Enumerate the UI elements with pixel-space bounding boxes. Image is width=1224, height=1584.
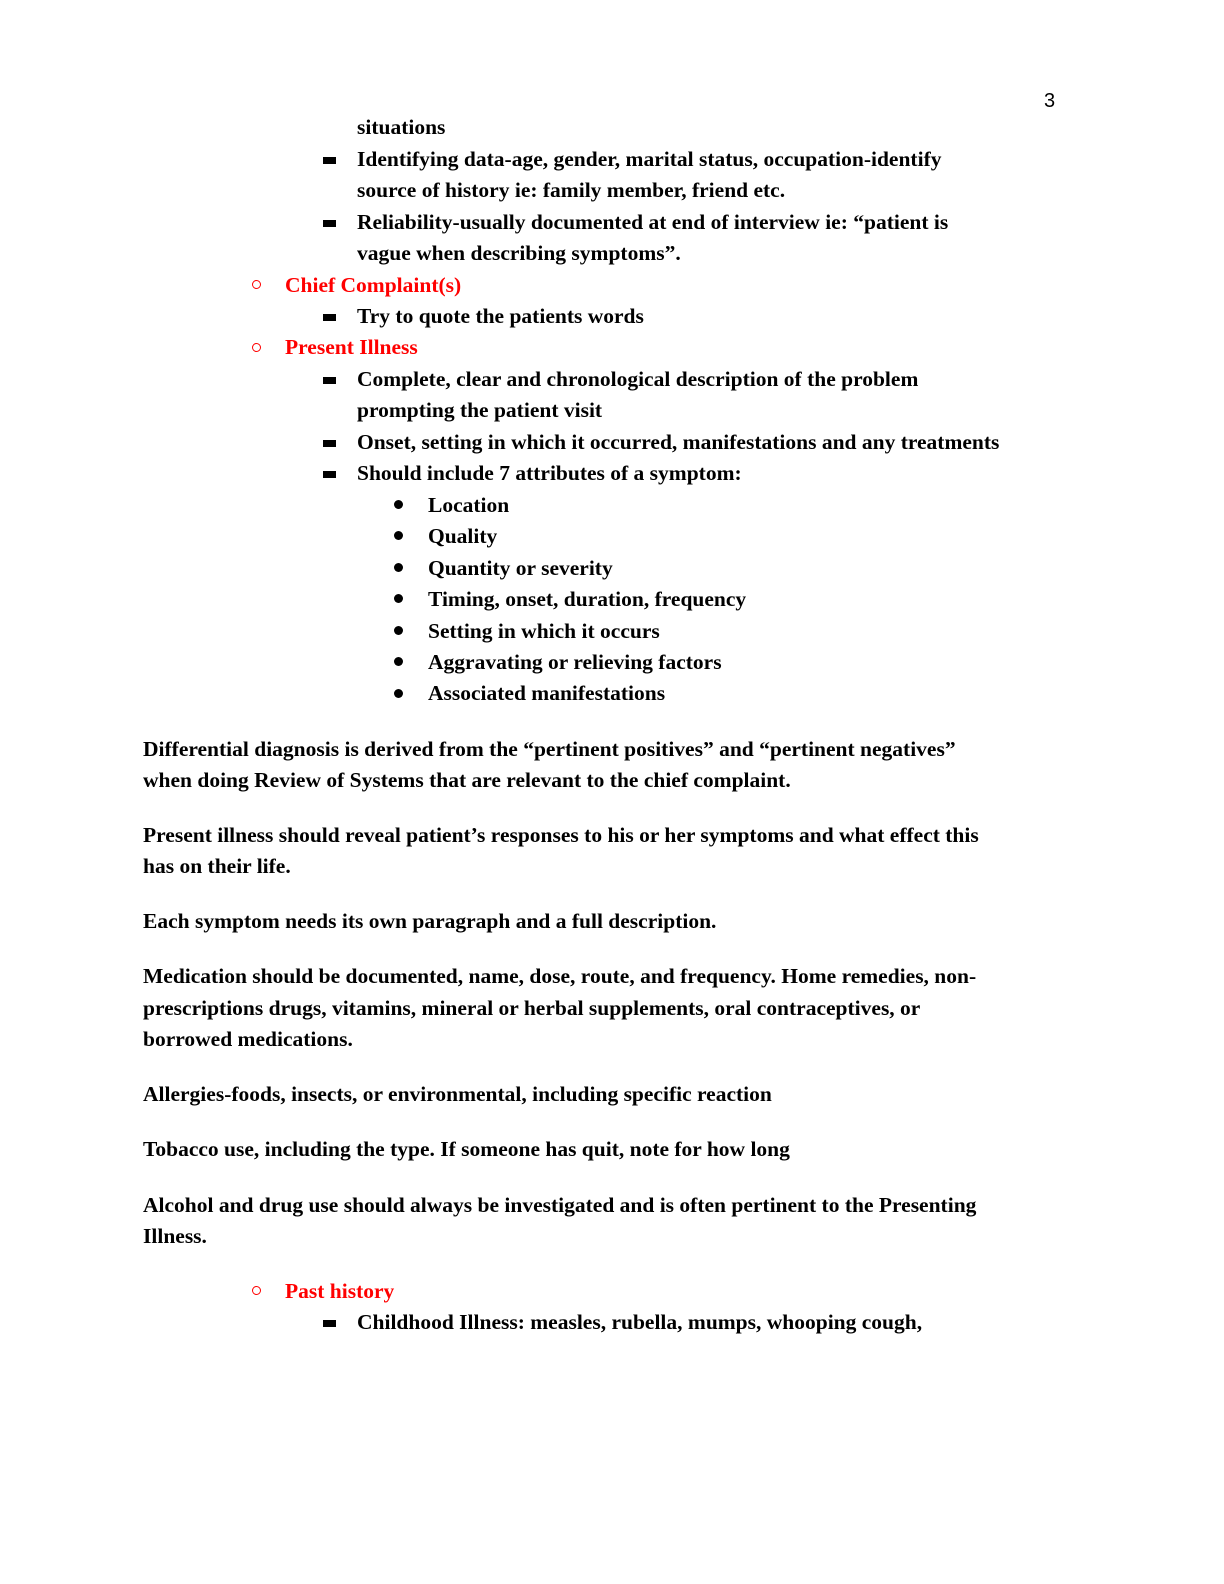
paragraph-line: has on their life. [143,854,291,878]
list-item-line: Identifying data-age, gender, marital status, occupation-identify [357,147,942,171]
list-item-line: Should include 7 attributes of a symptom: [357,461,742,485]
dot-bullet-icon [394,531,403,540]
paragraph-line: Medication should be documented, name, dose, route, and frequency. Home remedies, non- [143,964,977,988]
circle-bullet-icon [252,280,261,289]
square-bullet-icon [323,1320,336,1327]
attribute-item: Timing, onset, duration, frequency [428,587,747,611]
section-heading-chief-complaint: Chief Complaint(s) [285,273,462,297]
attribute-item: Associated manifestations [428,681,666,705]
list-item-line: Complete, clear and chronological description of the problem [357,367,919,391]
list-item-line: Try to quote the patients words [357,304,644,328]
attribute-item: Location [428,493,510,517]
list-item-line: Childhood Illness: measles, rubella, mumps, whooping cough, [357,1310,923,1334]
paragraph-line: Differential diagnosis is derived from the “pertinent positives” and “pertinent negatives” [143,737,956,761]
square-bullet-icon [323,220,336,227]
attribute-item: Quality [428,524,498,548]
list-item-line: Reliability-usually documented at end of interview ie: “patient is [357,210,949,234]
page-number: 3 [1044,90,1056,112]
list-item-line: source of history ie: family member, friend etc. [357,178,786,202]
section-heading-past-history: Past history [285,1279,395,1303]
paragraph-line: Present illness should reveal patient’s responses to his or her symptoms and what effect this [143,823,979,847]
dot-bullet-icon [394,563,403,572]
paragraph-line: borrowed medications. [143,1027,353,1051]
square-bullet-icon [323,377,336,384]
paragraph-line: when doing Review of Systems that are relevant to the chief complaint. [143,768,791,792]
dot-bullet-icon [394,594,403,603]
paragraph-line: Illness. [143,1224,207,1248]
paragraph-line: Allergies-foods, insects, or environmental, including specific reaction [143,1082,772,1106]
square-bullet-icon [323,471,336,478]
square-bullet-icon [323,314,336,321]
dot-bullet-icon [394,689,403,698]
dot-bullet-icon [394,626,403,635]
list-item-line: Onset, setting in which it occurred, manifestations and any treatments [357,430,1000,454]
circle-bullet-icon [252,1286,261,1295]
dot-bullet-icon [394,657,403,666]
circle-bullet-icon [252,343,261,352]
list-item-line: prompting the patient visit [357,398,603,422]
attribute-item: Aggravating or relieving factors [428,650,722,674]
paragraph-line: Tobacco use, including the type. If someone has quit, note for how long [143,1137,790,1161]
attribute-item: Setting in which it occurs [428,619,660,643]
attribute-item: Quantity or severity [428,556,613,580]
list-item-line: vague when describing symptoms”. [357,241,681,265]
paragraph-line: Alcohol and drug use should always be investigated and is often pertinent to the Presenting [143,1193,977,1217]
section-heading-present-illness: Present Illness [285,335,418,359]
paragraph-line: Each symptom needs its own paragraph and a full description. [143,909,717,933]
dot-bullet-icon [394,500,403,509]
intro-continuation: situations [357,115,446,139]
paragraph-line: prescriptions drugs, vitamins, mineral or herbal supplements, oral contraceptives, or [143,996,921,1020]
square-bullet-icon [323,157,336,164]
square-bullet-icon [323,440,336,447]
